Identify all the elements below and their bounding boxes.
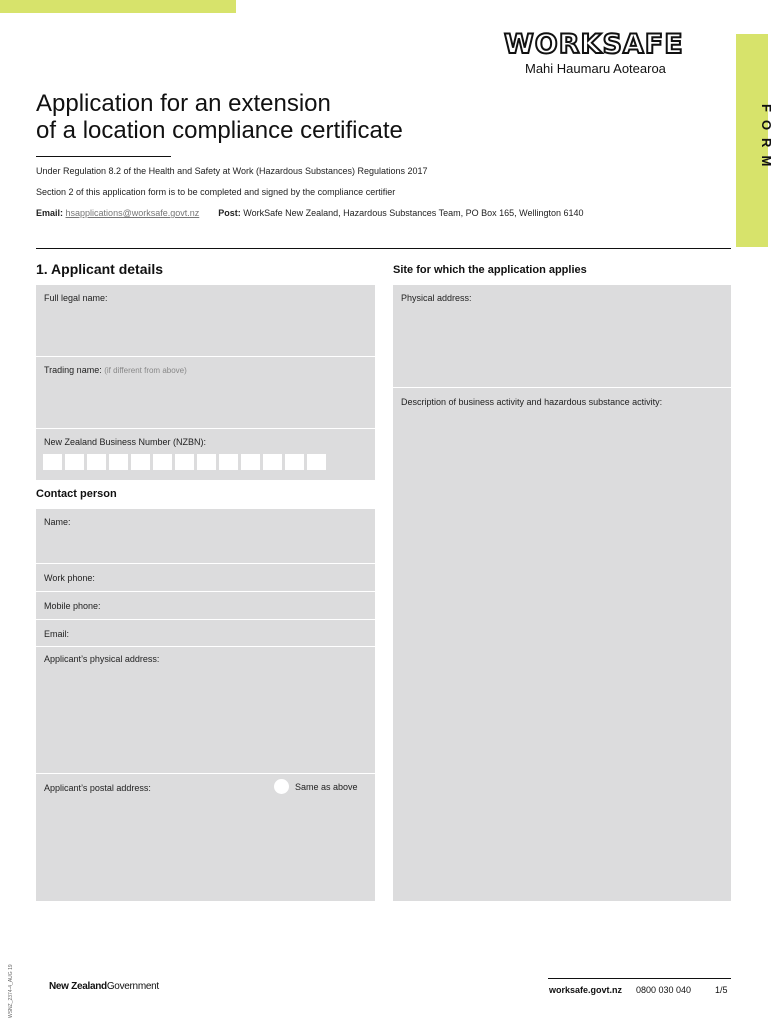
contact-person-heading: Contact person	[36, 488, 117, 500]
document-code	[8, 958, 20, 1018]
contact-line	[36, 208, 584, 218]
full-legal-name-label: Full legal name:	[44, 293, 108, 303]
section2-note: Section 2 of this application form is to be completed and signed by the compliance certifier	[36, 187, 396, 197]
contact-name-field[interactable]	[36, 509, 375, 564]
mobile-phone-label: Mobile phone:	[44, 601, 101, 611]
header-divider	[36, 248, 731, 249]
trading-name-text: Trading name:	[44, 365, 102, 375]
post-label: Post:	[218, 208, 241, 218]
nzbn-digit-box[interactable]	[43, 454, 62, 470]
site-physical-address-field[interactable]	[393, 285, 731, 388]
logo-wordmark: WORKSAFE	[504, 29, 684, 60]
footer-phone: 0800 030 040	[636, 985, 692, 995]
worksafe-logo	[504, 30, 704, 76]
contact-person-panel	[36, 509, 375, 901]
footer-divider	[548, 978, 731, 979]
footer-page-number: 1/5	[715, 985, 728, 995]
nzbn-digit-box[interactable]	[285, 454, 304, 470]
regulation-text: Under Regulation 8.2 of the Health and Safety at Work (Hazardous Substances) Regulations 2017	[36, 166, 428, 176]
nzbn-digit-box[interactable]	[153, 454, 172, 470]
top-accent-bar	[0, 0, 236, 13]
nzbn-digit-box[interactable]	[109, 454, 128, 470]
title-line-2: of a location compliance certificate	[36, 117, 403, 144]
nzbn-digit-box[interactable]	[87, 454, 106, 470]
trading-name-label	[44, 365, 187, 375]
site-physical-address-label: Physical address:	[401, 293, 472, 303]
nzbn-digit-box[interactable]	[175, 454, 194, 470]
contact-name-label: Name:	[44, 517, 71, 527]
nzbn-digit-boxes	[43, 454, 326, 470]
postal-address-field[interactable]	[36, 774, 375, 901]
nzbn-digit-box[interactable]	[307, 454, 326, 470]
title-divider	[36, 156, 171, 157]
mobile-phone-field[interactable]	[36, 592, 375, 620]
nzbn-digit-box[interactable]	[197, 454, 216, 470]
work-phone-label: Work phone:	[44, 573, 95, 583]
govt-logo-bold: New Zealand	[49, 981, 107, 992]
postal-address-label: Applicant’s postal address:	[44, 783, 151, 793]
applicant-details-panel	[36, 285, 375, 480]
document-code-text: WSNZ_2374-4_AUG 19	[8, 964, 14, 1018]
nz-government-logo	[49, 981, 159, 992]
nzbn-digit-box[interactable]	[263, 454, 282, 470]
nzbn-field	[36, 429, 375, 480]
contact-email-field[interactable]	[36, 620, 375, 647]
applicant-details-heading: 1. Applicant details	[36, 261, 164, 277]
contact-email-label: Email:	[44, 629, 70, 639]
nzbn-digit-box[interactable]	[131, 454, 150, 470]
email-link[interactable]: hsapplications@worksafe.govt.nz	[65, 208, 200, 218]
nzbn-digit-box[interactable]	[65, 454, 84, 470]
nzbn-digit-box[interactable]	[219, 454, 238, 470]
trading-name-hint: (if different from above)	[104, 366, 187, 375]
site-description-label: Description of business activity and hazardous substance activity:	[401, 397, 663, 407]
govt-logo-thin: Government	[106, 981, 159, 992]
form-tab-label: FORM	[759, 104, 774, 175]
full-legal-name-field[interactable]	[36, 285, 375, 357]
email-label: Email:	[36, 208, 64, 218]
footer-website[interactable]: worksafe.govt.nz	[549, 985, 623, 995]
same-as-above-label: Same as above	[295, 782, 358, 792]
site-description-field[interactable]	[393, 388, 731, 901]
form-side-tab	[736, 34, 774, 247]
nzbn-label: New Zealand Business Number (NZBN):	[44, 437, 207, 447]
physical-address-label: Applicant’s physical address:	[44, 654, 160, 664]
work-phone-field[interactable]	[36, 564, 375, 592]
site-heading: Site for which the application applies	[393, 264, 587, 276]
title-line-1: Application for an extension	[36, 90, 331, 117]
logo-tagline: Mahi Haumaru Aotearoa	[525, 61, 666, 76]
post-address: WorkSafe New Zealand, Hazardous Substances Team, PO Box 165, Wellington 6140	[243, 208, 584, 218]
physical-address-field[interactable]	[36, 647, 375, 774]
nzbn-digit-box[interactable]	[241, 454, 260, 470]
same-as-above-radio[interactable]	[274, 779, 289, 794]
site-panel	[393, 285, 731, 901]
trading-name-field[interactable]	[36, 357, 375, 429]
page-title	[36, 90, 556, 144]
